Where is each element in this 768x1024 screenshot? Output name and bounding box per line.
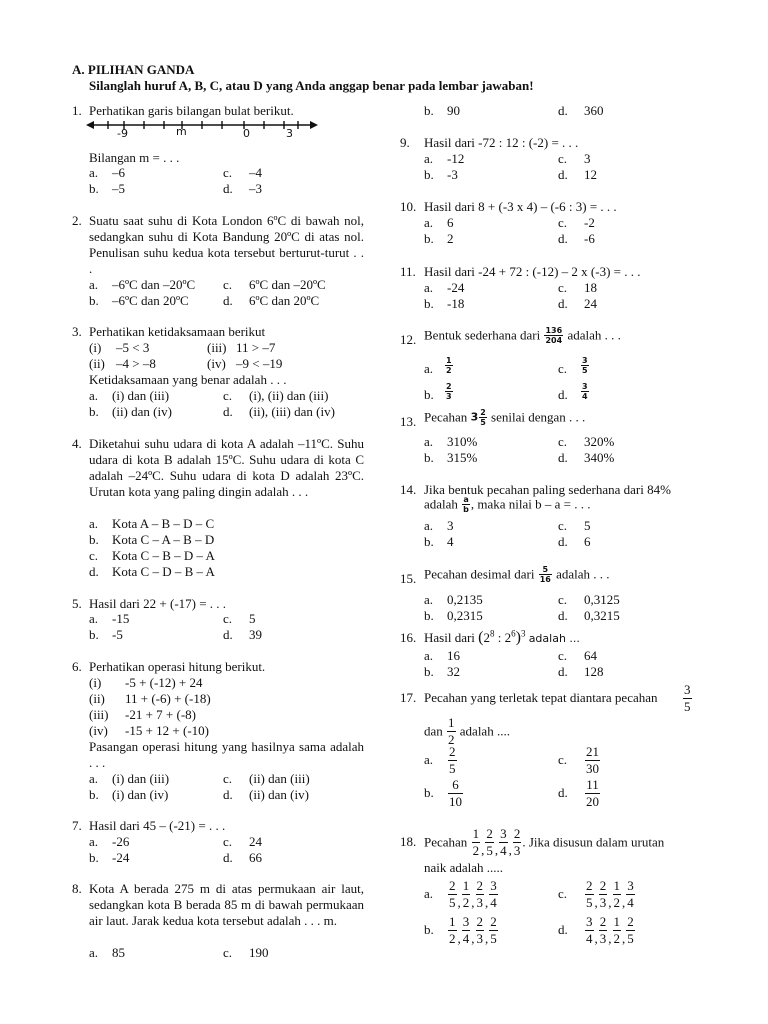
- option-b[interactable]: 315%: [447, 450, 478, 465]
- item-value: -5 + (-12) + 24: [125, 675, 203, 690]
- option-letter: d.: [558, 387, 568, 402]
- option-letter: a.: [424, 361, 434, 376]
- option-letter: a.: [89, 277, 99, 292]
- option-letter: c.: [558, 361, 568, 376]
- fraction: $\frac{5}{16}$: [539, 565, 551, 584]
- option-d[interactable]: 24: [584, 296, 597, 311]
- item-value: 11 > –7: [236, 340, 276, 355]
- question-number: 11.: [400, 264, 416, 279]
- option-letter: d.: [223, 850, 233, 865]
- option-d[interactable]: 360: [584, 103, 604, 118]
- comma: ,: [471, 895, 475, 910]
- fraction: $\frac{3}{4}$: [586, 914, 593, 946]
- option-letter: b.: [424, 167, 434, 182]
- option-a[interactable]: 85: [112, 945, 125, 960]
- option-b[interactable]: 4: [447, 534, 454, 549]
- fraction: $\frac{1}{2}$: [613, 914, 620, 946]
- option-c[interactable]: 190: [249, 945, 269, 960]
- fraction: $\frac{2}{3}$: [513, 826, 521, 858]
- question-text: Hasil dari 22 + (-17) = . . .: [89, 596, 227, 611]
- item-value: –5 < 3: [116, 340, 150, 355]
- option-letter: d.: [558, 922, 568, 937]
- option-letter: d.: [223, 293, 233, 308]
- option-letter: c.: [223, 771, 233, 786]
- fraction: $\frac{2}{3}$: [599, 914, 607, 946]
- fraction: $\frac{3}{4}$: [500, 826, 507, 858]
- fraction: $\frac{2}{3}$: [476, 914, 483, 946]
- comma: ,: [594, 895, 598, 910]
- question-text: Hasil dari 8 + (-3 x 4) – (-6 : 3) = . . .: [424, 199, 617, 214]
- option-c[interactable]: 0,3125: [584, 592, 620, 607]
- option-c[interactable]: $\frac{3}{5}$: [582, 356, 588, 375]
- question-text: Diketahui suhu udara di kota A adalah –11ºC. Suhu udara di kota B adalah 15ºC. Suhu udara di kota C adalah –24ºC. Suhu udara di kota D adalah 23ºC. Urutan kota yang paling dingin adalah . . .: [89, 436, 364, 499]
- option-a[interactable]: [447, 878, 499, 911]
- question-text: dan $\frac{1}{2}$ adalah ....: [424, 715, 510, 747]
- option-a[interactable]: 6: [447, 215, 454, 230]
- option-letter: c.: [223, 165, 233, 180]
- tick-label: 3: [286, 127, 293, 140]
- question-number: 7.: [72, 818, 82, 833]
- comma: ,: [457, 895, 461, 910]
- option-letter: c.: [558, 215, 568, 230]
- question-text: Pecahan 3 $\frac{2}{5}$ senilai dengan . . .: [424, 408, 586, 427]
- option-b[interactable]: (ii) dan (iv): [112, 404, 172, 419]
- option-b[interactable]: 0,2315: [447, 608, 483, 623]
- option-d[interactable]: (ii) dan (iv): [249, 787, 309, 802]
- fraction-list: [471, 826, 523, 858]
- option-letter: a.: [424, 215, 434, 230]
- option-c[interactable]: 24: [249, 834, 262, 849]
- option-b[interactable]: -18: [447, 296, 465, 311]
- question-text: Pecahan yang terletak tepat diantara pecahan: [424, 690, 658, 705]
- option-d[interactable]: 39: [249, 627, 262, 642]
- question-number: 3.: [72, 324, 82, 339]
- question-text: Pecahan desimal dari $\frac{5}{16}$ adalah . . .: [424, 565, 610, 584]
- option-a[interactable]: Kota A – B – D – C: [112, 516, 215, 531]
- item-value: -21 + 7 + (-8): [125, 707, 196, 722]
- option-c[interactable]: (i), (ii) dan (iii): [249, 388, 329, 403]
- section-title: A. PILIHAN GANDA: [72, 62, 195, 77]
- option-a[interactable]: –6ºC dan –20ºC: [112, 277, 196, 292]
- fraction: $\frac{1}{2}$: [449, 914, 456, 946]
- option-letter: c.: [558, 280, 568, 295]
- option-letter: c.: [223, 277, 233, 292]
- option-b[interactable]: $\frac{6}{10}$: [449, 777, 462, 809]
- option-letter: c.: [558, 518, 568, 533]
- option-letter: a.: [424, 518, 434, 533]
- option-b[interactable]: -24: [112, 850, 130, 865]
- option-letter: a.: [424, 752, 434, 767]
- question-text: Jika bentuk pecahan paling sederhana dari 84%: [424, 482, 671, 497]
- option-letter: c.: [558, 592, 568, 607]
- option-b[interactable]: 2: [447, 231, 454, 246]
- fraction: $\frac{1}{2}$: [448, 715, 455, 747]
- option-b[interactable]: (i) dan (iv): [112, 787, 169, 802]
- option-a[interactable]: -15: [112, 611, 130, 626]
- fraction: $\frac{2}{5}$: [586, 878, 593, 910]
- option-letter: d.: [223, 627, 233, 642]
- option-letter: a.: [424, 592, 434, 607]
- option-d[interactable]: $\frac{11}{20}$: [586, 777, 599, 809]
- comma: ,: [594, 931, 598, 946]
- question-number: 9.: [400, 135, 410, 150]
- option-letter: b.: [424, 450, 434, 465]
- option-letter: a.: [424, 280, 434, 295]
- option-letter: a.: [89, 388, 99, 403]
- option-letter: a.: [89, 834, 99, 849]
- question-number: 14.: [400, 482, 417, 497]
- comma: ,: [622, 931, 626, 946]
- option-d[interactable]: -6: [584, 231, 595, 246]
- option-d[interactable]: –3: [249, 181, 262, 196]
- option-letter: d.: [558, 231, 568, 246]
- option-b[interactable]: Kota C – A – B – D: [112, 532, 215, 547]
- option-letter: b.: [424, 534, 434, 549]
- option-letter: c.: [223, 834, 233, 849]
- option-letter: b.: [424, 922, 434, 937]
- question-text: Pecahan $\frac{1}{2}$ , $\frac{2}{5}$ , $\frac{3}{4}$ , $\frac{2}{3}$ . Jika disusun dalam urutan: [424, 826, 665, 858]
- question-number: 6.: [72, 659, 82, 674]
- option-c[interactable]: Kota C – B – D – A: [112, 548, 215, 563]
- item-label: (iii): [89, 707, 109, 722]
- option-letter: a.: [424, 886, 434, 901]
- item-label: (iv): [89, 723, 108, 738]
- option-d[interactable]: 340%: [584, 450, 615, 465]
- option-a[interactable]: 16: [447, 648, 460, 663]
- option-letter: c.: [558, 151, 568, 166]
- option-d[interactable]: 6ºC dan 20ºC: [249, 293, 320, 308]
- item-label: (iii): [207, 340, 227, 355]
- option-c[interactable]: 64: [584, 648, 597, 663]
- option-c[interactable]: 320%: [584, 434, 615, 449]
- fraction: $\frac{3}{5}$: [684, 682, 691, 714]
- option-letter: d.: [223, 181, 233, 196]
- comma: ,: [494, 843, 499, 858]
- option-c[interactable]: -2: [584, 215, 595, 230]
- option-letter: d.: [558, 608, 568, 623]
- option-letter: c.: [89, 548, 99, 563]
- question-text: Suatu saat suhu di Kota London 6ºC di bawah nol, sedangkan suhu di Kota Bandung 20ºC di atas nol. Penulisan suhu kedua kota tersebut berturut-turut . . .: [89, 213, 364, 276]
- option-letter: b.: [424, 608, 434, 623]
- option-a[interactable]: $\frac{2}{5}$: [449, 744, 456, 776]
- question-number: 13.: [400, 414, 417, 429]
- option-b[interactable]: -3: [447, 167, 458, 182]
- tick-label: -9: [117, 127, 128, 140]
- fraction: $\frac{1}{2}$: [472, 826, 480, 858]
- option-c[interactable]: 5: [249, 611, 256, 626]
- item-value: -15 + 12 + (-10): [125, 723, 209, 738]
- option-a[interactable]: (i) dan (iii): [112, 771, 170, 786]
- option-c[interactable]: (ii) dan (iii): [249, 771, 310, 786]
- fraction: $\frac{2}{5}$: [486, 826, 493, 858]
- fraction: $\frac{2}{3}$: [599, 878, 607, 910]
- option-d[interactable]: 6: [584, 534, 591, 549]
- item-label: (ii): [89, 691, 105, 706]
- option-letter: c.: [558, 648, 568, 663]
- option-letter: d.: [558, 167, 568, 182]
- option-d[interactable]: [584, 914, 636, 947]
- option-letter: d.: [558, 785, 568, 800]
- option-c[interactable]: 3: [584, 151, 591, 166]
- option-b[interactable]: $\frac{2}{3}$: [446, 382, 452, 401]
- option-b[interactable]: –6ºC dan 20ºC: [112, 293, 189, 308]
- comma: ,: [508, 843, 512, 858]
- option-letter: d.: [558, 534, 568, 549]
- option-letter: d.: [558, 450, 568, 465]
- option-letter: b.: [89, 850, 99, 865]
- question-text: Hasil dari -24 + 72 : (-12) – 2 x (-3) = . . .: [424, 264, 641, 279]
- option-letter: a.: [424, 648, 434, 663]
- option-letter: b.: [424, 785, 434, 800]
- option-d[interactable]: $\frac{3}{4}$: [582, 382, 588, 401]
- option-b[interactable]: [447, 914, 499, 947]
- option-letter: d.: [89, 564, 99, 579]
- question-text: Hasil dari -72 : 12 : (-2) = . . .: [424, 135, 579, 150]
- item-label: (i): [89, 340, 102, 355]
- option-letter: c.: [558, 886, 568, 901]
- fraction: $\frac{3}{4}$: [490, 878, 497, 910]
- question-number: 5.: [72, 596, 82, 611]
- question-number: 8.: [72, 881, 82, 896]
- question-stem: Ketidaksamaan yang benar adalah . . .: [89, 372, 287, 387]
- fraction: $\frac{1}{2}$: [613, 878, 620, 910]
- option-letter: b.: [424, 231, 434, 246]
- option-c[interactable]: 6ºC dan –20ºC: [249, 277, 326, 292]
- fraction: $\frac{2}{5}$: [449, 878, 456, 910]
- comma: ,: [481, 843, 485, 858]
- option-letter: b.: [89, 404, 99, 419]
- tick-label: m: [176, 125, 187, 138]
- option-a[interactable]: -12: [447, 151, 465, 166]
- option-letter: a.: [89, 516, 99, 531]
- item-label: (iv): [207, 356, 226, 371]
- option-a[interactable]: 3: [447, 518, 454, 533]
- fraction: $\frac{2}{5}$: [480, 408, 486, 427]
- option-letter: d.: [558, 103, 568, 118]
- question-number: 15.: [400, 571, 417, 586]
- question-number: 10.: [400, 199, 417, 214]
- option-b[interactable]: -5: [112, 627, 123, 642]
- comma: ,: [608, 931, 612, 946]
- comma: ,: [485, 895, 489, 910]
- option-letter: c.: [558, 434, 568, 449]
- question-text: Perhatikan operasi hitung berikut.: [89, 659, 266, 674]
- option-letter: c.: [223, 611, 233, 626]
- fraction: $\frac{136}{204}$: [545, 326, 563, 345]
- option-letter: c.: [223, 388, 233, 403]
- question-text: Bentuk sederhana dari $\frac{136}{204}$ adalah . . .: [424, 326, 621, 345]
- option-letter: d.: [223, 404, 233, 419]
- option-letter: a.: [424, 151, 434, 166]
- fraction: $\frac{2}{5}$: [490, 914, 497, 946]
- question-text: naik adalah .....: [424, 860, 504, 875]
- item-value: –9 < –19: [236, 356, 283, 371]
- option-a[interactable]: (i) dan (iii): [112, 388, 170, 403]
- question-text: Hasil dari ($2^8$ : $2^6)^3$ adalah ...: [424, 628, 580, 646]
- option-letter: b.: [424, 296, 434, 311]
- option-letter: b.: [89, 181, 99, 196]
- option-letter: a.: [89, 945, 99, 960]
- option-letter: a.: [89, 611, 99, 626]
- question-text: Perhatikan garis bilangan bulat berikut.: [89, 103, 294, 118]
- item-value: –4 > –8: [116, 356, 156, 371]
- option-a[interactable]: -24: [447, 280, 465, 295]
- item-label: (i): [89, 675, 102, 690]
- option-letter: b.: [89, 787, 99, 802]
- fraction: $\frac{2}{3}$: [476, 878, 483, 910]
- option-letter: b.: [89, 293, 99, 308]
- question-text: Perhatikan ketidaksamaan berikut: [89, 324, 266, 339]
- question-number: 17.: [400, 690, 417, 705]
- option-letter: b.: [424, 103, 434, 118]
- option-letter: b.: [424, 387, 434, 402]
- comma: ,: [471, 931, 475, 946]
- option-c[interactable]: 5: [584, 518, 591, 533]
- question-text: adalah $\frac{a}{b}$ , maka nilai b – a = . . .: [424, 495, 591, 514]
- question-stem: Bilangan m = . . .: [89, 150, 180, 165]
- option-c[interactable]: 18: [584, 280, 597, 295]
- option-letter: a.: [424, 434, 434, 449]
- question-stem: Pasangan operasi hitung yang hasilnya sama adalah . . .: [89, 739, 364, 770]
- question-number: 4.: [72, 436, 82, 451]
- option-letter: b.: [424, 664, 434, 679]
- option-b[interactable]: –5: [112, 181, 125, 196]
- option-letter: c.: [558, 752, 568, 767]
- option-letter: c.: [223, 945, 233, 960]
- option-letter: d.: [223, 787, 233, 802]
- option-d[interactable]: 12: [584, 167, 597, 182]
- option-a[interactable]: 310%: [447, 434, 478, 449]
- question-number: 18.: [400, 834, 417, 849]
- tick-label: 0: [243, 127, 250, 140]
- fraction: $\frac{1}{2}$: [462, 878, 470, 910]
- comma: ,: [485, 931, 489, 946]
- comma: ,: [457, 931, 461, 946]
- option-a[interactable]: -26: [112, 834, 130, 849]
- question-text: Kota A berada 275 m di atas permukaan air laut, sedangkan kota B berada 85 m di bawah permukaan air laut. Jarak kedua kota tersebut adalah . . . m.: [89, 881, 364, 928]
- option-b[interactable]: 32: [447, 664, 460, 679]
- option-letter: d.: [558, 664, 568, 679]
- question-number: 16.: [400, 630, 417, 645]
- option-d[interactable]: 0,3215: [584, 608, 620, 623]
- option-letter: b.: [89, 627, 99, 642]
- option-letter: a.: [89, 165, 99, 180]
- question-number: 1.: [72, 103, 82, 118]
- question-number: 12.: [400, 332, 417, 347]
- option-b[interactable]: 90: [447, 103, 460, 118]
- option-c[interactable]: [584, 878, 636, 911]
- option-letter: b.: [89, 532, 99, 547]
- option-d[interactable]: (ii), (iii) dan (iv): [249, 404, 335, 419]
- option-letter: d.: [558, 296, 568, 311]
- fraction: $\frac{3}{4}$: [627, 878, 634, 910]
- option-d[interactable]: 128: [584, 664, 604, 679]
- option-a[interactable]: 0,2135: [447, 592, 483, 607]
- fraction: $\frac{a}{b}$: [463, 495, 469, 514]
- item-value: 11 + (-6) + (-18): [125, 691, 211, 706]
- instructions: Silanglah huruf A, B, C, atau D yang Anda anggap benar pada lembar jawaban!: [89, 78, 534, 93]
- comma: ,: [608, 895, 612, 910]
- option-a[interactable]: $\frac{1}{2}$: [446, 356, 452, 375]
- comma: ,: [622, 895, 626, 910]
- option-a[interactable]: –6: [112, 165, 125, 180]
- item-label: (ii): [89, 356, 105, 371]
- option-d[interactable]: 66: [249, 850, 262, 865]
- option-d[interactable]: Kota C – D – B – A: [112, 564, 215, 579]
- option-letter: a.: [89, 771, 99, 786]
- question-text: Hasil dari 45 – (-21) = . . .: [89, 818, 226, 833]
- fraction: $\frac{2}{5}$: [627, 914, 634, 946]
- option-c[interactable]: $\frac{21}{30}$: [586, 744, 599, 776]
- option-c[interactable]: –4: [249, 165, 262, 180]
- fraction: $\frac{3}{4}$: [462, 914, 470, 946]
- question-number: 2.: [72, 213, 82, 228]
